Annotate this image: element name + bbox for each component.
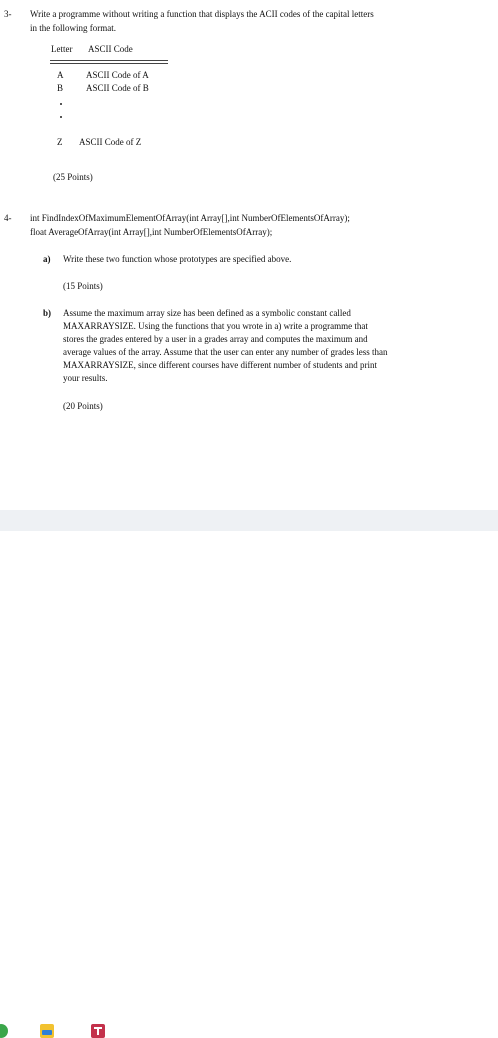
file-explorer-icon[interactable] xyxy=(40,1024,54,1038)
q4-prototype-2: float AverageOfArray(int Array[],int NumberOfElementsOfArray); xyxy=(30,227,273,237)
q4b-text-line: your results. xyxy=(63,373,108,383)
q3-text-line2: in the following format. xyxy=(30,23,116,33)
table-header-code: ASCII Code xyxy=(88,44,133,54)
table-row-code: ASCII Code of Z xyxy=(79,137,142,147)
q4b-text-line: average values of the array. Assume that the user can enter any number of grades less than xyxy=(63,347,388,357)
q4b-label: b) xyxy=(43,308,52,318)
taskbar xyxy=(0,510,498,531)
q4b-text-line: stores the grades entered by a user in a grades array and computes the maximum and xyxy=(63,334,368,344)
q3-number: 3- xyxy=(4,9,12,19)
q4-prototype-1: int FindIndexOfMaximumElementOfArray(int Array[],int NumberOfElementsOfArray); xyxy=(30,213,350,223)
q3-text-line1: Write a programme without writing a function that displays the ACII codes of the capital letters xyxy=(30,9,374,19)
table-row-letter: B xyxy=(57,83,64,93)
q4b-text-line: MAXARRAYSIZE. Using the functions that you wrote in a) write a programme that xyxy=(63,321,368,331)
q4b-text-line: MAXARRAYSIZE, since different courses have different number of students and print xyxy=(63,360,378,370)
q4a-label: a) xyxy=(43,254,51,264)
q4b-text-line: Assume the maximum array size has been defined as a symbolic constant called xyxy=(63,308,351,318)
q3-points: (25 Points) xyxy=(53,172,93,182)
ellipsis-dot xyxy=(60,116,62,118)
table-header-letter: Letter xyxy=(51,44,73,54)
table-row-letter: Z xyxy=(57,137,63,147)
table-row-code: ASCII Code of A xyxy=(86,70,149,80)
table-row-code: ASCII Code of B xyxy=(86,83,149,93)
ellipsis-dot xyxy=(60,103,62,105)
table-rule-bottom xyxy=(50,63,168,64)
teams-icon[interactable] xyxy=(91,1024,105,1038)
app-icon[interactable] xyxy=(0,1024,8,1038)
q4b-points: (20 Points) xyxy=(63,401,103,411)
q4-number: 4- xyxy=(4,213,12,223)
table-row-letter: A xyxy=(57,70,64,80)
table-rule-top xyxy=(50,60,168,61)
q4a-points: (15 Points) xyxy=(63,281,103,291)
q4a-text: Write these two function whose prototypes are specified above. xyxy=(63,254,292,264)
